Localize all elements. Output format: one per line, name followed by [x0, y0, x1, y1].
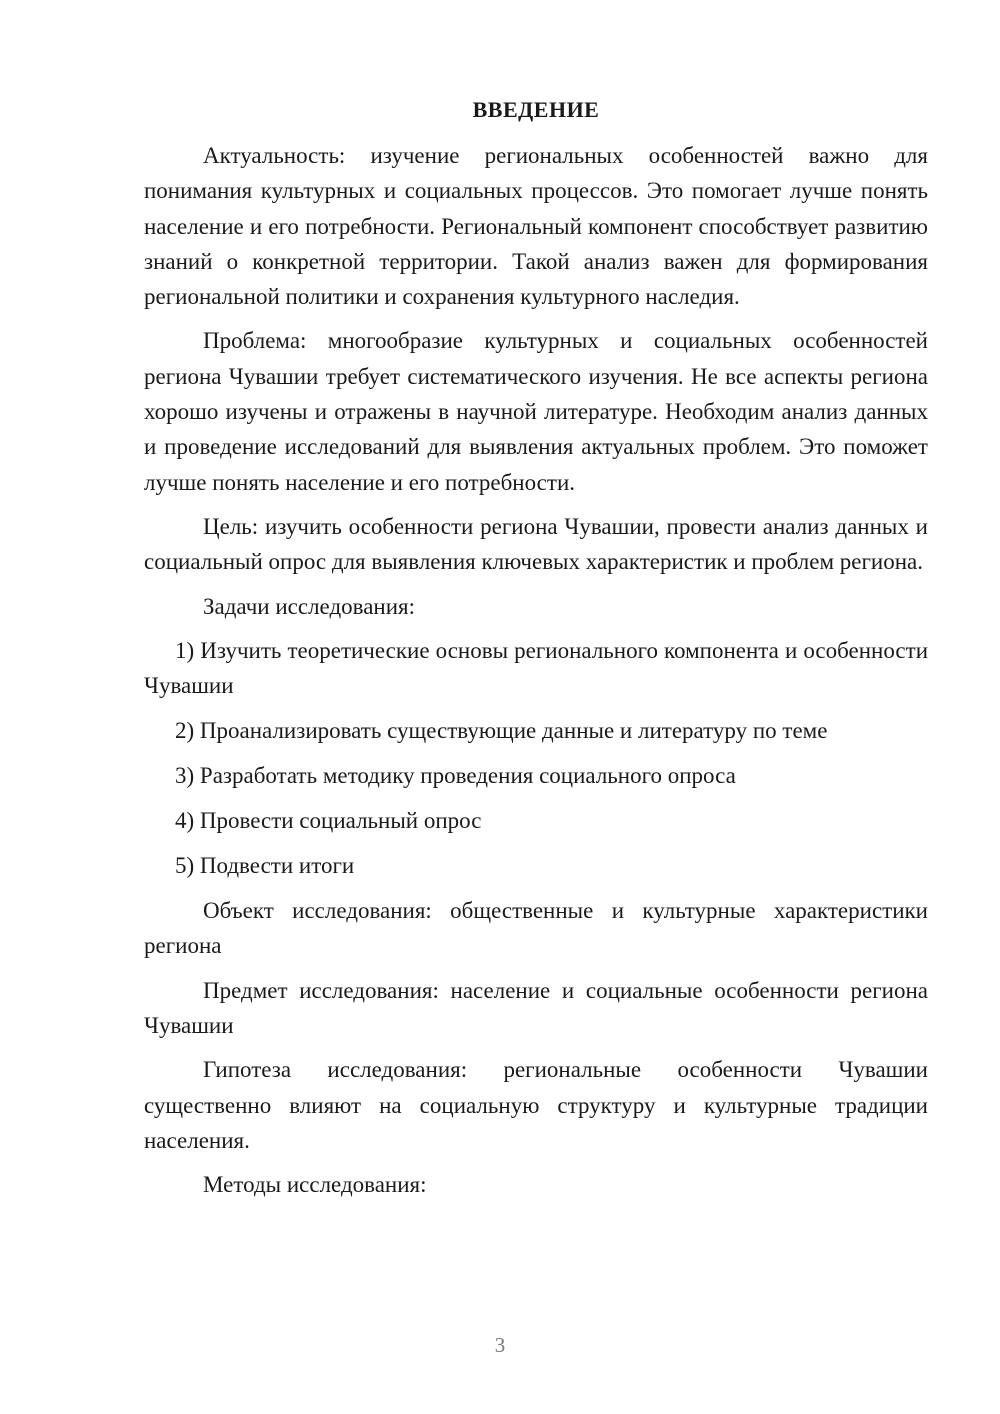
problem-paragraph: Проблема: многообразие культурных и социальных особенностей региона Чувашии требует систематического изучения. Не все аспекты региона хорошо изучены и отражены в научной литературе. Необходим анализ данных и проведение исследований для выявления актуальных проблем. Это поможет лучше понять население и его потребности.	[144, 328, 928, 495]
task-item-2: 2) Проанализировать существующие данные и литературу по теме	[175, 718, 828, 744]
tasks-heading: Задачи исследования:	[203, 593, 416, 619]
task-item-5: 5) Подвести итоги	[175, 853, 355, 879]
page-number: 3	[494, 1333, 506, 1357]
task-item-3: 3) Разработать методику проведения социального опроса	[175, 763, 736, 789]
document-page	[144, 92, 928, 1211]
hypothesis-paragraph: Гипотеза исследования: региональные особенности Чувашии существенно влияют на социальную структуру и культурные традиции населения.	[144, 1057, 928, 1153]
task-item-1: 1) Изучить теоретические основы регионального компонента и особенности Чувашии	[144, 637, 928, 699]
object-paragraph: Объект исследования: общественные и культурные характеристики региона	[144, 898, 928, 959]
subject-paragraph: Предмет исследования: население и социальные особенности региона Чувашии	[144, 977, 928, 1038]
section-title: ВВЕДЕНИЕ	[472, 97, 600, 122]
task-item-4: 4) Провести социальный опрос	[175, 808, 482, 834]
goal-paragraph: Цель: изучить особенности региона Чувашии, провести анализ данных и социальный опрос для выявления ключевых характеристик и проблем региона.	[144, 513, 928, 575]
methods-heading: Методы исследования:	[203, 1172, 427, 1198]
relevance-paragraph: Актуальность: изучение региональных особенностей важно для понимания культурных и социальных процессов. Это помогает лучше понять население и его потребности. Региональный компонент способствует развитию знаний о конкретной территории. Такой анализ важен для формирования региональной политики и сохранения культурного наследия.	[144, 143, 928, 310]
